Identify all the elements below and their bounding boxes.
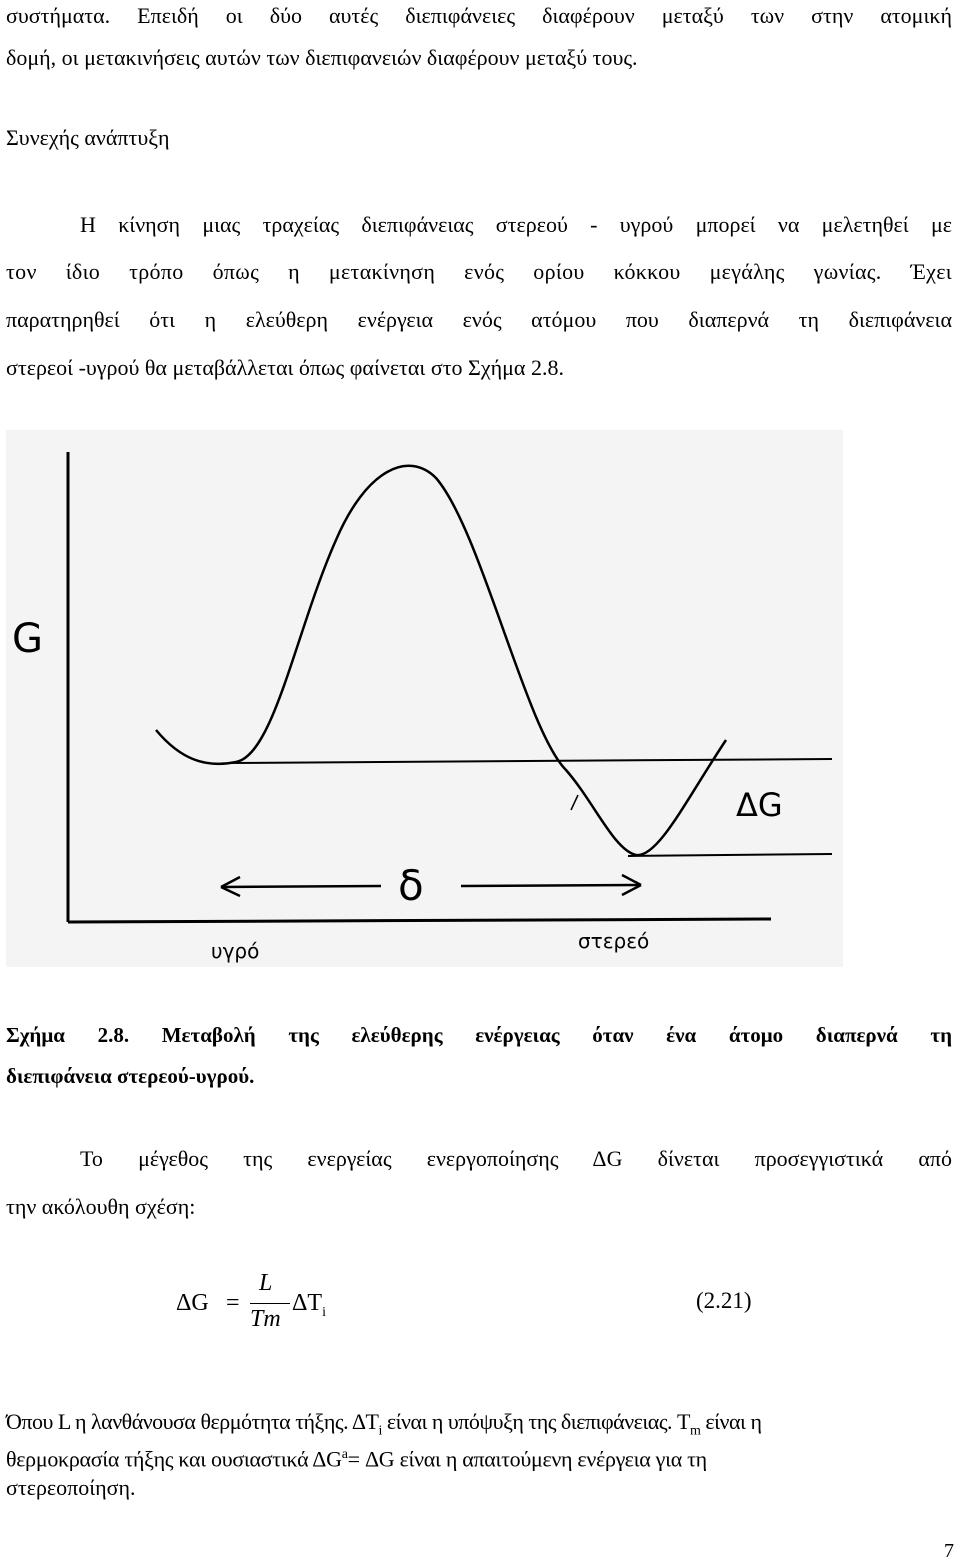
figure-caption-line2: διεπιφάνεια στερεού-υγρού. bbox=[6, 1064, 255, 1088]
page-number: 7 bbox=[944, 1540, 954, 1562]
x-axis bbox=[68, 919, 771, 922]
section-heading: Συνεχής ανάπτυξη bbox=[6, 125, 170, 150]
paragraph3-line2: την ακόλουθη σχέση: bbox=[6, 1194, 196, 1219]
fraction-bar bbox=[250, 1303, 290, 1304]
paragraph2-line2: τον ίδιο τρόπο όπως η μετακίνηση ενός ορίου κόκκου μεγάλης γωνίας. Έχει bbox=[6, 259, 952, 284]
equation-number: (2.21) bbox=[696, 1288, 752, 1313]
free-energy-figure bbox=[6, 430, 843, 967]
solid-level-line bbox=[628, 854, 832, 856]
left-arrow bbox=[221, 886, 381, 887]
figure-caption-line1: Σχήμα 2.8. Μεταβολή της ελεύθερης ενέργειας όταν ένα άτομο διαπερνά τη bbox=[6, 1023, 952, 1047]
y-axis-label: G bbox=[12, 616, 43, 662]
solid-label: στερεό bbox=[578, 929, 650, 953]
paragraph4-line1: Όπου L η λανθάνουσα θερμότητα τήξης. $\Delta T_i$ είναι η υπόψυξη της διεπιφάνειας. $T_m$ είναι η bbox=[6, 1409, 762, 1439]
tick-mark bbox=[571, 795, 578, 810]
paragraph1-line1: συστήματα. Επειδή οι δύο αυτές διεπιφάνειες διαφέρουν μεταξύ των στην ατομική bbox=[6, 3, 952, 28]
formula-2-21 bbox=[176, 1270, 776, 1340]
paragraph3-line1: Το μέγεθος της ενεργείας ενεργοποίησης ΔG δίνεται προσεγγιστικά από bbox=[80, 1146, 952, 1171]
paragraph1-line2: δομή, οι μετακινήσεις αυτών των διεπιφανειών διαφέρουν μεταξύ τους. bbox=[6, 45, 638, 70]
formula-lhs: ΔG bbox=[176, 1290, 209, 1316]
formula-rhs: $\Delta T_i$ bbox=[292, 1290, 326, 1320]
paragraph4-line2: θερμοκρασία τήξης και ουσιαστικά $\Delta G^a= \Delta G$ είναι η απαιτούμενη ενέργεια για τη bbox=[6, 1446, 707, 1472]
liquid-label: υγρό bbox=[211, 939, 260, 963]
liquid-level-line bbox=[228, 759, 832, 763]
formula-denominator: Tm bbox=[250, 1306, 281, 1332]
paragraph2-line3: παρατηρηθεί ότι η ελεύθερη ενέργεια ενός ατόμου που διαπερνά τη διεπιφάνεια bbox=[6, 307, 952, 332]
delta-label: δ bbox=[398, 861, 424, 910]
dg-label: ΔG bbox=[736, 786, 783, 824]
energy-curve bbox=[156, 466, 726, 855]
formula-numerator: L bbox=[259, 1270, 273, 1296]
paragraph2-line1: Η κίνηση μιας τραχείας διεπιφάνειας στερεού - υγρού μπορεί να μελετηθεί με bbox=[80, 212, 952, 237]
formula-equals: = bbox=[226, 1290, 240, 1316]
right-arrow bbox=[461, 885, 641, 886]
paragraph4-line3: στερεοποίηση. bbox=[6, 1475, 136, 1500]
paragraph2-line4: στερεοί -υγρού θα μεταβάλλεται όπως φαίνεται στο Σχήμα 2.8. bbox=[6, 355, 564, 380]
free-energy-diagram bbox=[6, 430, 843, 967]
